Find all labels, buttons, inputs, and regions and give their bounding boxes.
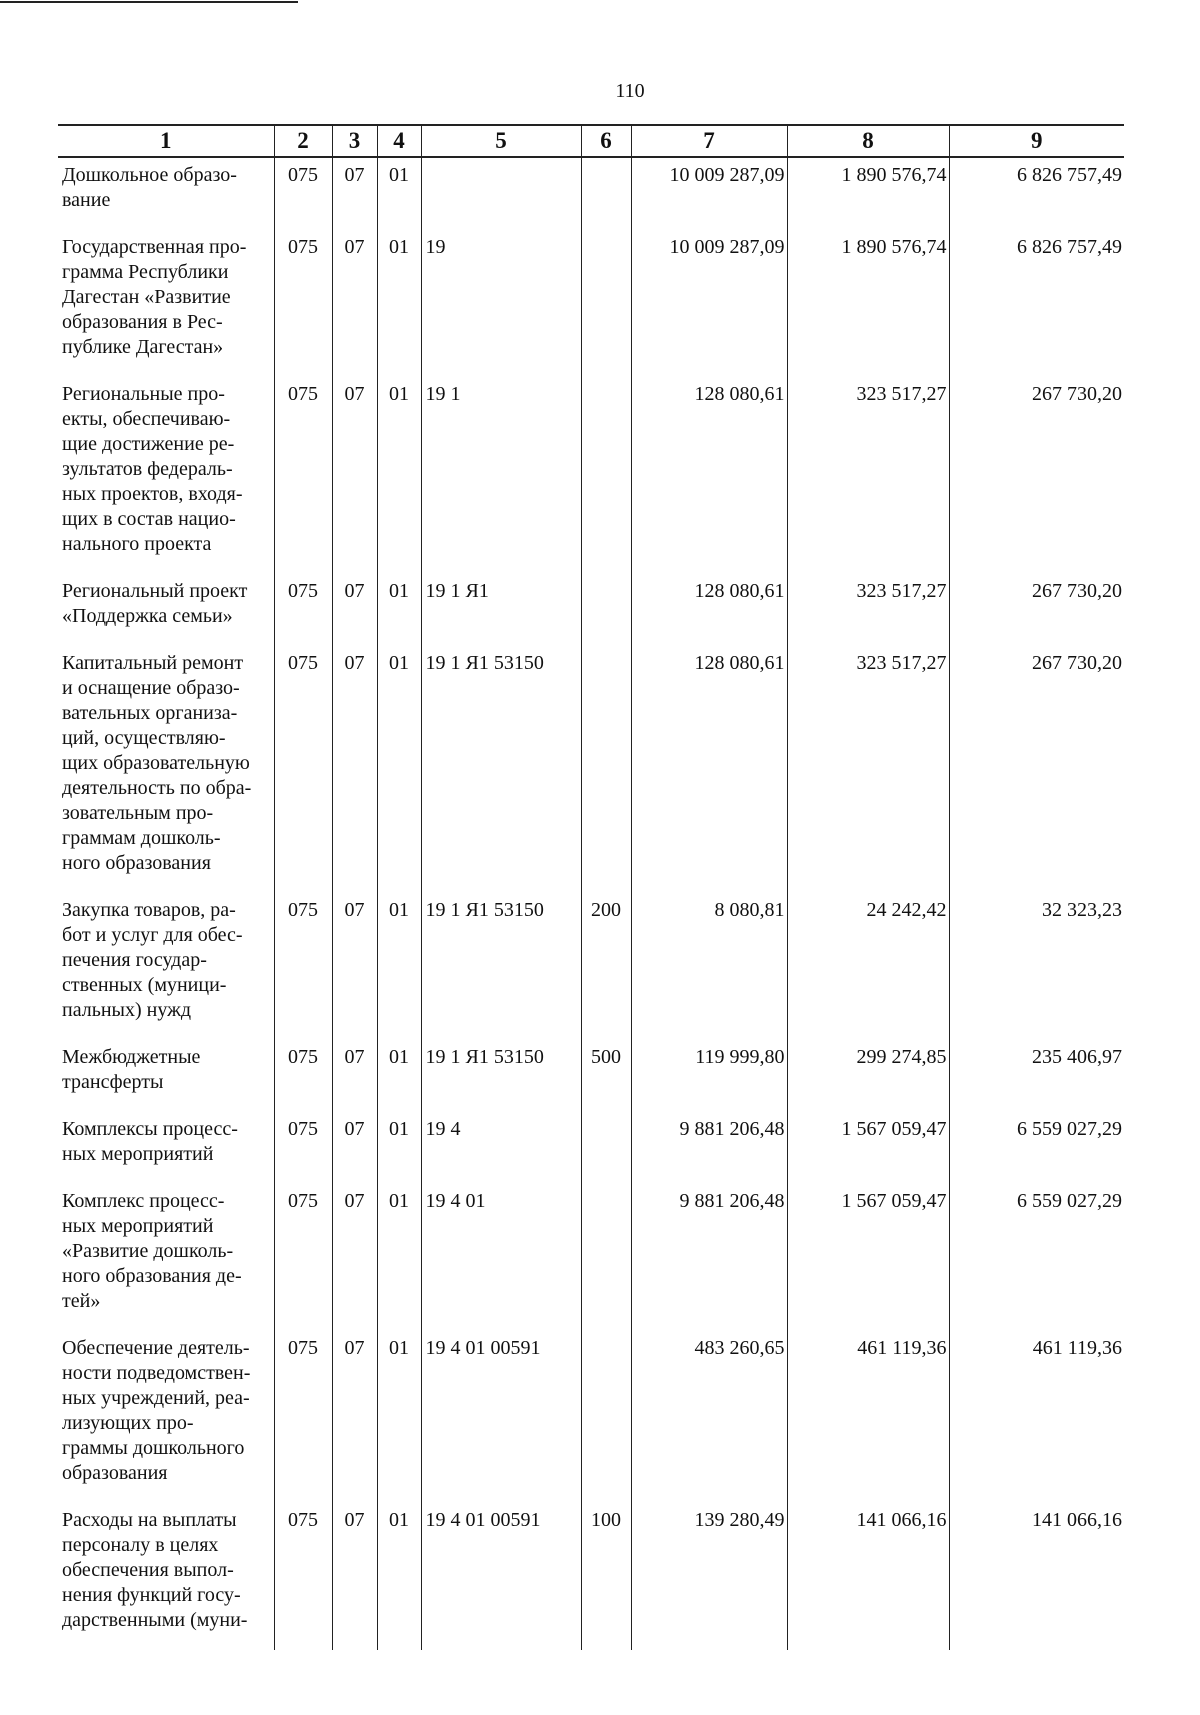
column-header: 1 <box>58 125 274 157</box>
code-cell <box>581 1184 631 1331</box>
item-name: Межбюджетные трансферты <box>62 1046 201 1093</box>
code-cell: 19 1 <box>421 377 581 574</box>
table-row <box>58 1040 1124 1112</box>
table-row <box>58 1112 1124 1184</box>
column-header: 4 <box>377 125 421 157</box>
table-row <box>58 1184 1124 1331</box>
amount-cell: 139 280,49 <box>631 1503 787 1650</box>
code-cell: 075 <box>274 230 332 377</box>
code-cell <box>581 574 631 646</box>
table-row <box>58 893 1124 1040</box>
table-row <box>58 646 1124 893</box>
code-cell: 075 <box>274 377 332 574</box>
amount-cell: 8 080,81 <box>631 893 787 1040</box>
top-rule <box>0 1 298 3</box>
code-cell: 01 <box>377 1040 421 1112</box>
amount-cell: 119 999,80 <box>631 1040 787 1112</box>
code-cell: 19 4 01 00591 <box>421 1503 581 1650</box>
code-cell <box>581 1331 631 1503</box>
amount-cell: 1 567 059,47 <box>787 1112 949 1184</box>
item-name: Капитальный ремонт и оснащение образо- вательных организа- ций, осуществляю- щих образовательную деятельность по обра- зовательным про- граммам дошколь- ного образования <box>62 652 252 874</box>
code-cell: 01 <box>377 1112 421 1184</box>
table-row <box>58 1503 1124 1650</box>
amount-cell: 6 559 027,29 <box>949 1184 1124 1331</box>
item-name: Государственная про- грамма Республики Дагестан «Развитие образования в Рес- публике Дагестан» <box>62 236 247 358</box>
code-cell <box>581 230 631 377</box>
code-cell: 19 1 Я1 53150 <box>421 1040 581 1112</box>
amount-cell: 1 567 059,47 <box>787 1184 949 1331</box>
code-cell: 19 1 Я1 <box>421 574 581 646</box>
code-cell: 01 <box>377 893 421 1040</box>
code-cell: 07 <box>332 1112 377 1184</box>
amount-cell: 128 080,61 <box>631 377 787 574</box>
code-cell: 075 <box>274 1331 332 1503</box>
column-header: 9 <box>949 125 1124 157</box>
amount-cell: 128 080,61 <box>631 574 787 646</box>
code-cell <box>421 157 581 230</box>
code-cell <box>581 1112 631 1184</box>
amount-cell: 10 009 287,09 <box>631 230 787 377</box>
item-name: Региональный проект «Поддержка семьи» <box>62 580 248 627</box>
code-cell: 19 4 01 00591 <box>421 1331 581 1503</box>
code-cell: 01 <box>377 377 421 574</box>
amount-cell: 235 406,97 <box>949 1040 1124 1112</box>
code-cell: 075 <box>274 574 332 646</box>
amount-cell: 323 517,27 <box>787 377 949 574</box>
code-cell: 075 <box>274 1040 332 1112</box>
amount-cell: 32 323,23 <box>949 893 1124 1040</box>
code-cell: 07 <box>332 1331 377 1503</box>
amount-cell: 461 119,36 <box>787 1331 949 1503</box>
code-cell: 01 <box>377 1184 421 1331</box>
code-cell: 01 <box>377 1503 421 1650</box>
table-row <box>58 157 1124 230</box>
code-cell: 07 <box>332 157 377 230</box>
code-cell: 07 <box>332 1040 377 1112</box>
table-row <box>58 1331 1124 1503</box>
item-name: Комплексы процесс- ных мероприятий <box>62 1118 238 1165</box>
amount-cell: 1 890 576,74 <box>787 230 949 377</box>
code-cell <box>581 646 631 893</box>
code-cell: 07 <box>332 1503 377 1650</box>
item-name: Комплекс процесс- ных мероприятий «Развитие дошколь- ного образования де- тей» <box>62 1190 242 1312</box>
code-cell: 075 <box>274 646 332 893</box>
amount-cell: 9 881 206,48 <box>631 1184 787 1331</box>
column-header: 5 <box>421 125 581 157</box>
amount-cell: 323 517,27 <box>787 646 949 893</box>
table-row <box>58 377 1124 574</box>
amount-cell: 299 274,85 <box>787 1040 949 1112</box>
code-cell: 19 1 Я1 53150 <box>421 893 581 1040</box>
code-cell: 01 <box>377 574 421 646</box>
item-name: Региональные про- екты, обеспечиваю- щие достижение ре- зультатов федераль- ных проектов, входя- щих в состав нацио- нального проекта <box>62 383 243 555</box>
amount-cell: 141 066,16 <box>787 1503 949 1650</box>
amount-cell: 6 559 027,29 <box>949 1112 1124 1184</box>
amount-cell: 141 066,16 <box>949 1503 1124 1650</box>
amount-cell: 6 826 757,49 <box>949 157 1124 230</box>
code-cell <box>581 377 631 574</box>
column-header: 6 <box>581 125 631 157</box>
item-name: Закупка товаров, ра- бот и услуг для обес- печения государ- ственных (муници- пальных) нужд <box>62 899 243 1021</box>
code-cell: 100 <box>581 1503 631 1650</box>
code-cell <box>581 157 631 230</box>
table-row <box>58 574 1124 646</box>
code-cell: 19 4 <box>421 1112 581 1184</box>
column-header: 7 <box>631 125 787 157</box>
amount-cell: 24 242,42 <box>787 893 949 1040</box>
code-cell: 075 <box>274 157 332 230</box>
code-cell: 075 <box>274 1184 332 1331</box>
table-header-row <box>58 125 1124 157</box>
amount-cell: 323 517,27 <box>787 574 949 646</box>
amount-cell: 483 260,65 <box>631 1331 787 1503</box>
amount-cell: 9 881 206,48 <box>631 1112 787 1184</box>
code-cell: 01 <box>377 1331 421 1503</box>
code-cell: 01 <box>377 230 421 377</box>
amount-cell: 128 080,61 <box>631 646 787 893</box>
code-cell: 07 <box>332 377 377 574</box>
item-name: Расходы на выплаты персоналу в целях обеспечения выпол- нения функций госу- дарственными (муни- <box>62 1509 248 1631</box>
code-cell: 07 <box>332 1184 377 1331</box>
amount-cell: 1 890 576,74 <box>787 157 949 230</box>
code-cell: 075 <box>274 1112 332 1184</box>
amount-cell: 461 119,36 <box>949 1331 1124 1503</box>
code-cell: 07 <box>332 646 377 893</box>
column-header: 2 <box>274 125 332 157</box>
amount-cell: 6 826 757,49 <box>949 230 1124 377</box>
code-cell: 07 <box>332 574 377 646</box>
page-number: 110 <box>615 80 645 102</box>
code-cell: 01 <box>377 157 421 230</box>
code-cell: 07 <box>332 893 377 1040</box>
code-cell: 200 <box>581 893 631 1040</box>
item-name: Дошкольное образо- вание <box>62 164 237 211</box>
code-cell: 075 <box>274 893 332 1040</box>
code-cell: 19 <box>421 230 581 377</box>
code-cell: 19 4 01 <box>421 1184 581 1331</box>
code-cell: 19 1 Я1 53150 <box>421 646 581 893</box>
code-cell: 07 <box>332 230 377 377</box>
amount-cell: 267 730,20 <box>949 377 1124 574</box>
column-header: 3 <box>332 125 377 157</box>
code-cell: 500 <box>581 1040 631 1112</box>
amount-cell: 267 730,20 <box>949 574 1124 646</box>
table-row <box>58 230 1124 377</box>
column-header: 8 <box>787 125 949 157</box>
budget-table <box>58 124 1124 1650</box>
amount-cell: 10 009 287,09 <box>631 157 787 230</box>
amount-cell: 267 730,20 <box>949 646 1124 893</box>
item-name: Обеспечение деятель- ности подведомствен- ных учреждений, реа- лизующих про- граммы дошкольного образования <box>62 1337 251 1484</box>
code-cell: 01 <box>377 646 421 893</box>
code-cell: 075 <box>274 1503 332 1650</box>
